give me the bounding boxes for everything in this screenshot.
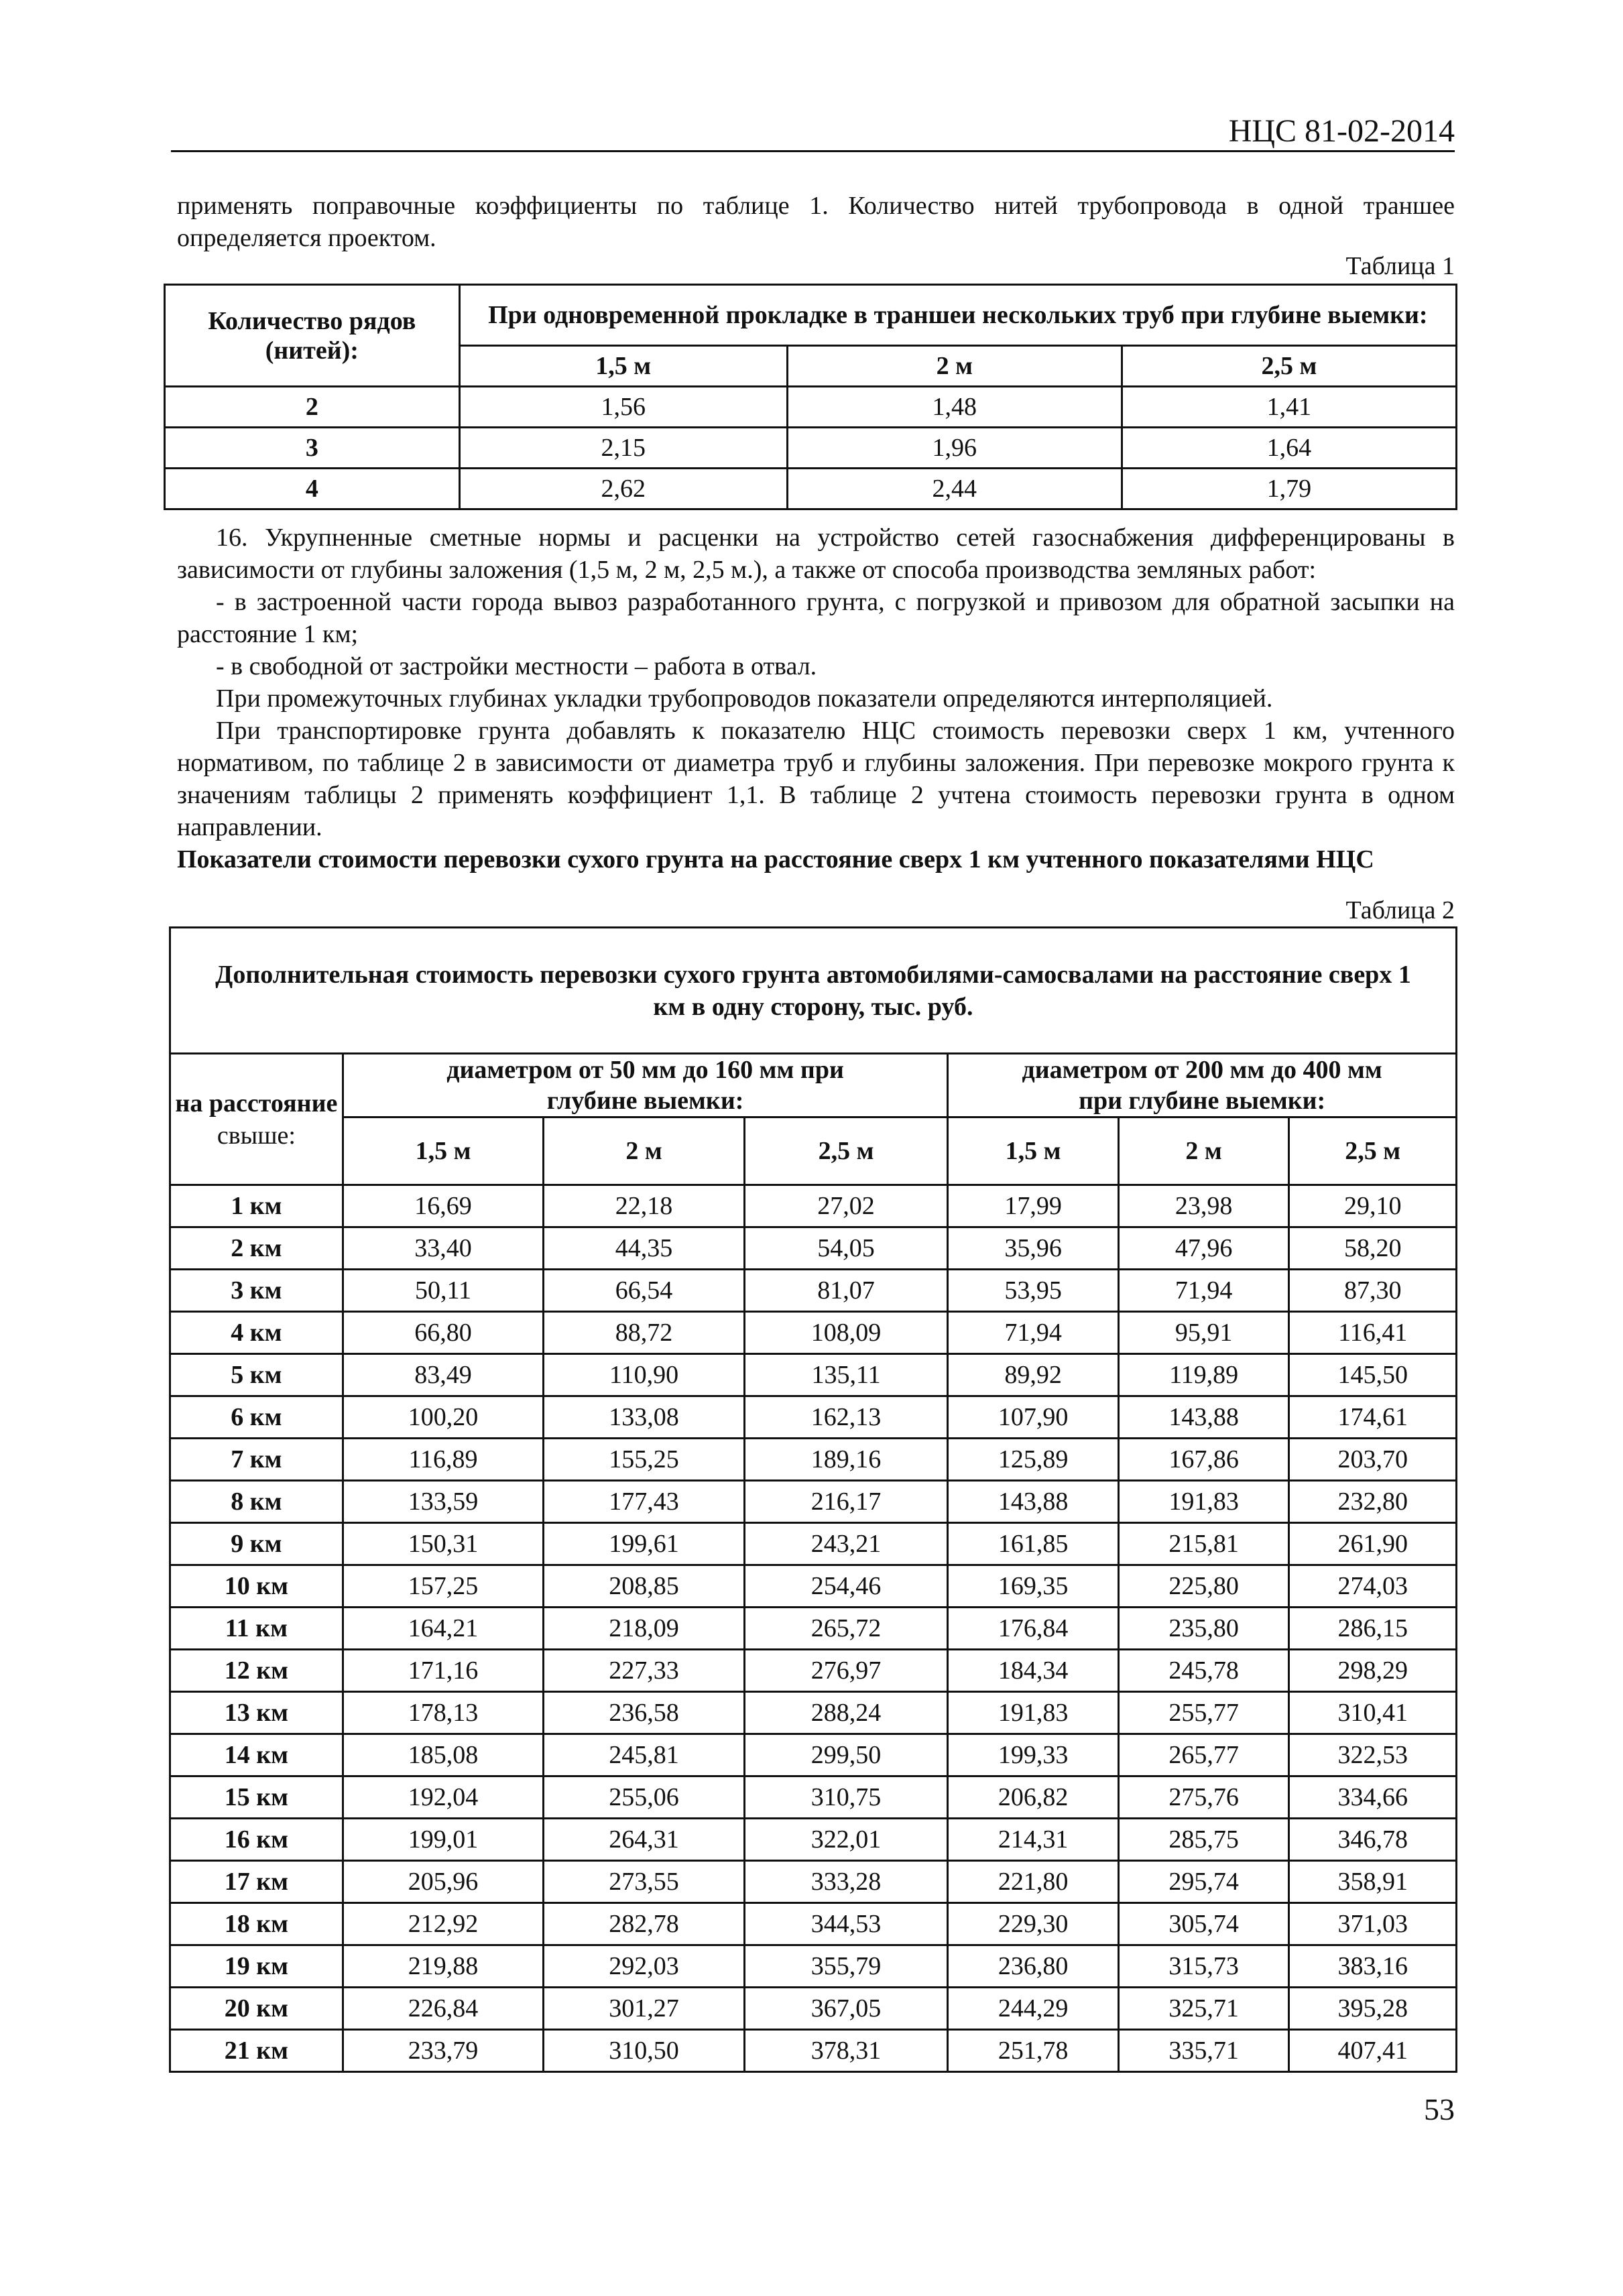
t2-cost-cell: 251,78 xyxy=(948,2030,1119,2072)
t2-cost-cell: 174,61 xyxy=(1289,1396,1457,1439)
t2-distance-cell: 6 км xyxy=(170,1396,343,1439)
t2-distance-cell: 16 км xyxy=(170,1819,343,1861)
t1-coefficient-cell: 1,79 xyxy=(1122,469,1456,509)
t2-cost-cell: 169,35 xyxy=(948,1565,1119,1608)
t2-cost-cell: 299,50 xyxy=(744,1734,948,1776)
t2-cost-cell: 355,79 xyxy=(744,1945,948,1988)
t2-cost-cell: 245,81 xyxy=(544,1734,745,1776)
table-row xyxy=(165,387,1457,428)
t2-distance-cell: 19 км xyxy=(170,1945,343,1988)
t2-cost-cell: 17,99 xyxy=(948,1185,1119,1227)
t2-cost-cell: 191,83 xyxy=(1118,1481,1289,1523)
t2-cost-cell: 143,88 xyxy=(1118,1396,1289,1439)
t2-cost-cell: 310,50 xyxy=(544,2030,745,2072)
t2-cost-cell: 155,25 xyxy=(544,1439,745,1481)
t2-cost-cell: 47,96 xyxy=(1118,1227,1289,1270)
t2-cost-cell: 145,50 xyxy=(1289,1354,1457,1396)
t2-cost-cell: 325,71 xyxy=(1118,1988,1289,2030)
t2-cost-cell: 22,18 xyxy=(544,1185,745,1227)
t2-cost-cell: 298,29 xyxy=(1289,1650,1457,1692)
table-row xyxy=(170,1312,1457,1354)
t2-cost-cell: 44,35 xyxy=(544,1227,745,1270)
t2-distance-header-line2: свыше: xyxy=(217,1121,296,1150)
t2-cost-cell: 162,13 xyxy=(744,1396,948,1439)
t2-distance-cell: 10 км xyxy=(170,1565,343,1608)
table-row xyxy=(165,469,1457,509)
t1-rows-count-cell: 4 xyxy=(165,469,460,509)
t2-cost-cell: 71,94 xyxy=(1118,1270,1289,1312)
t2-cost-cell: 227,33 xyxy=(544,1650,745,1692)
t2-cost-cell: 344,53 xyxy=(744,1903,948,1945)
section16-bullet-1: - в застроенной части города вывоз разработанного грунта, с погрузкой и привозом для обратной засыпки на расстояние 1 км; xyxy=(177,588,1455,648)
t2-cost-cell: 301,27 xyxy=(544,1988,745,2030)
t2-cost-cell: 177,43 xyxy=(544,1481,745,1523)
table-row xyxy=(170,1354,1457,1396)
t2-cost-cell: 216,17 xyxy=(744,1481,948,1523)
t2-cost-cell: 264,31 xyxy=(544,1819,745,1861)
t2-cost-cell: 33,40 xyxy=(343,1227,544,1270)
t1-depth-header: 1,5 м xyxy=(459,346,787,387)
table-row xyxy=(170,1565,1457,1608)
t2-cost-cell: 286,15 xyxy=(1289,1608,1457,1650)
t2-cost-cell: 233,79 xyxy=(343,2030,544,2072)
t2-cost-cell: 23,98 xyxy=(1118,1185,1289,1227)
t2-distance-header-line1: на расстояние xyxy=(175,1089,338,1117)
t2-cost-cell: 143,88 xyxy=(948,1481,1119,1523)
t2-distance-cell: 5 км xyxy=(170,1354,343,1396)
header-rule xyxy=(171,150,1455,152)
t2-distance-cell: 17 км xyxy=(170,1861,343,1903)
t2-cost-cell: 95,91 xyxy=(1118,1312,1289,1354)
t2-cost-cell: 100,20 xyxy=(343,1396,544,1439)
t2-cost-cell: 203,70 xyxy=(1289,1439,1457,1481)
t2-cost-cell: 189,16 xyxy=(744,1439,948,1481)
t2-distance-cell: 13 км xyxy=(170,1692,343,1734)
t2-cost-cell: 157,25 xyxy=(343,1565,544,1608)
t1-coefficient-cell: 2,44 xyxy=(787,469,1122,509)
t2-depth-header: 1,5 м xyxy=(343,1117,544,1185)
t2-cost-cell: 322,01 xyxy=(744,1819,948,1861)
table-row xyxy=(170,1608,1457,1650)
table-row xyxy=(170,1861,1457,1903)
table-row xyxy=(170,2030,1457,2072)
table-row xyxy=(170,1650,1457,1692)
t2-distance-cell: 18 км xyxy=(170,1903,343,1945)
t2-cost-cell: 212,92 xyxy=(343,1903,544,1945)
t2-cost-cell: 232,80 xyxy=(1289,1481,1457,1523)
t2-cost-cell: 236,58 xyxy=(544,1692,745,1734)
t1-coefficient-cell: 1,41 xyxy=(1122,387,1456,428)
table-row xyxy=(165,428,1457,469)
t2-cost-cell: 305,74 xyxy=(1118,1903,1289,1945)
t2-depth-header: 2,5 м xyxy=(1289,1117,1457,1185)
t2-cost-cell: 378,31 xyxy=(744,2030,948,2072)
t2-cost-cell: 310,75 xyxy=(744,1776,948,1819)
t2-cost-cell: 225,80 xyxy=(1118,1565,1289,1608)
t2-cost-cell: 226,84 xyxy=(343,1988,544,2030)
t2-cost-cell: 236,80 xyxy=(948,1945,1119,1988)
intro-paragraph xyxy=(177,190,1455,254)
t2-cost-cell: 315,73 xyxy=(1118,1945,1289,1988)
t2-cost-cell: 371,03 xyxy=(1289,1903,1457,1945)
t2-cost-cell: 206,82 xyxy=(948,1776,1119,1819)
t2-cost-cell: 184,34 xyxy=(948,1650,1119,1692)
t2-cost-cell: 27,02 xyxy=(744,1185,948,1227)
t2-cost-cell: 282,78 xyxy=(544,1903,745,1945)
t2-cost-cell: 221,80 xyxy=(948,1861,1119,1903)
t2-group-1: диаметром от 50 мм до 160 мм при глубине выемки: xyxy=(343,1054,948,1117)
t2-cost-cell: 255,77 xyxy=(1118,1692,1289,1734)
t2-cost-cell: 133,08 xyxy=(544,1396,745,1439)
table-row xyxy=(170,1523,1457,1565)
table-row xyxy=(170,1819,1457,1861)
t2-cost-cell: 295,74 xyxy=(1118,1861,1289,1903)
section16-bullet-2: - в свободной от застройки местности – работа в отвал. xyxy=(216,652,817,680)
t2-cost-cell: 346,78 xyxy=(1289,1819,1457,1861)
t2-cost-cell: 191,83 xyxy=(948,1692,1119,1734)
t2-cost-cell: 164,21 xyxy=(343,1608,544,1650)
t1-depth-header: 2 м xyxy=(787,346,1122,387)
t2-cost-cell: 185,08 xyxy=(343,1734,544,1776)
t1-group-header: При одновременной прокладке в траншеи нескольких труб при глубине выемки: xyxy=(459,285,1456,346)
table-row xyxy=(170,1692,1457,1734)
intro-text: применять поправочные коэффициенты по таблице 1. Количество нитей трубопровода в одной траншее определяется проектом. xyxy=(177,192,1455,252)
t2-cost-cell: 285,75 xyxy=(1118,1819,1289,1861)
t2-cost-cell: 133,59 xyxy=(343,1481,544,1523)
t2-cost-cell: 243,21 xyxy=(744,1523,948,1565)
t2-distance-cell: 12 км xyxy=(170,1650,343,1692)
t2-distance-cell: 4 км xyxy=(170,1312,343,1354)
t2-cost-cell: 50,11 xyxy=(343,1270,544,1312)
t2-cost-cell: 265,72 xyxy=(744,1608,948,1650)
t2-cost-cell: 167,86 xyxy=(1118,1439,1289,1481)
table-row xyxy=(170,1227,1457,1270)
t2-cost-cell: 358,91 xyxy=(1289,1861,1457,1903)
t2-cost-cell: 215,81 xyxy=(1118,1523,1289,1565)
t2-cost-cell: 395,28 xyxy=(1289,1988,1457,2030)
t2-distance-cell: 9 км xyxy=(170,1523,343,1565)
t2-cost-cell: 135,11 xyxy=(744,1354,948,1396)
t1-coefficient-cell: 1,56 xyxy=(459,387,787,428)
t1-coefficient-cell: 2,62 xyxy=(459,469,787,509)
table1-caption: Таблица 1 xyxy=(1345,252,1455,280)
t2-cost-cell: 244,29 xyxy=(948,1988,1119,2030)
table-row xyxy=(170,1988,1457,2030)
table-row xyxy=(170,1776,1457,1819)
table-1 xyxy=(164,284,1457,510)
t2-distance-cell: 3 км xyxy=(170,1270,343,1312)
section16-interpolation: При промежуточных глубинах укладки трубопроводов показатели определяются интерполяцией. xyxy=(216,684,1273,713)
t2-cost-cell: 178,13 xyxy=(343,1692,544,1734)
t2-cost-cell: 273,55 xyxy=(544,1861,745,1903)
t2-cost-cell: 261,90 xyxy=(1289,1523,1457,1565)
table-row xyxy=(170,1903,1457,1945)
t2-cost-cell: 274,03 xyxy=(1289,1565,1457,1608)
t2-distance-cell: 1 км xyxy=(170,1185,343,1227)
t1-row-header: Количество рядов (нитей): xyxy=(165,285,460,387)
t2-cost-cell: 29,10 xyxy=(1289,1185,1457,1227)
t1-depth-header: 2,5 м xyxy=(1122,346,1456,387)
t2-depth-header: 2 м xyxy=(544,1117,745,1185)
t2-cost-cell: 205,96 xyxy=(343,1861,544,1903)
t2-cost-cell: 367,05 xyxy=(744,1988,948,2030)
t2-cost-cell: 255,06 xyxy=(544,1776,745,1819)
table2-caption: Таблица 2 xyxy=(1345,896,1455,924)
t2-cost-cell: 322,53 xyxy=(1289,1734,1457,1776)
t2-cost-cell: 116,41 xyxy=(1289,1312,1457,1354)
t2-cost-cell: 125,89 xyxy=(948,1439,1119,1481)
t2-cost-cell: 192,04 xyxy=(343,1776,544,1819)
t2-cost-cell: 265,77 xyxy=(1118,1734,1289,1776)
t1-coefficient-cell: 1,64 xyxy=(1122,428,1456,469)
t1-rows-count-cell: 3 xyxy=(165,428,460,469)
t2-cost-cell: 333,28 xyxy=(744,1861,948,1903)
t2-distance-cell: 8 км xyxy=(170,1481,343,1523)
t2-group-2: диаметром от 200 мм до 400 мм при глубине выемки: xyxy=(948,1054,1457,1117)
t2-cost-cell: 58,20 xyxy=(1289,1227,1457,1270)
t2-distance-header xyxy=(170,1054,343,1185)
table-row xyxy=(170,1396,1457,1439)
t2-cost-cell: 81,07 xyxy=(744,1270,948,1312)
table-row xyxy=(170,1481,1457,1523)
table-row xyxy=(170,1185,1457,1227)
t1-rows-count-cell: 2 xyxy=(165,387,460,428)
t2-distance-cell: 2 км xyxy=(170,1227,343,1270)
t2-cost-cell: 66,80 xyxy=(343,1312,544,1354)
t2-cost-cell: 218,09 xyxy=(544,1608,745,1650)
t2-cost-cell: 161,85 xyxy=(948,1523,1119,1565)
t2-cost-cell: 199,33 xyxy=(948,1734,1119,1776)
t2-distance-cell: 11 км xyxy=(170,1608,343,1650)
t2-cost-cell: 35,96 xyxy=(948,1227,1119,1270)
t2-cost-cell: 292,03 xyxy=(544,1945,745,1988)
t2-cost-cell: 83,49 xyxy=(343,1354,544,1396)
t2-cost-cell: 108,09 xyxy=(744,1312,948,1354)
t2-cost-cell: 107,90 xyxy=(948,1396,1119,1439)
t2-cost-cell: 235,80 xyxy=(1118,1608,1289,1650)
section-16 xyxy=(177,522,1455,875)
t2-depth-header: 2 м xyxy=(1118,1117,1289,1185)
t1-coefficient-cell: 1,48 xyxy=(787,387,1122,428)
t2-cost-cell: 110,90 xyxy=(544,1354,745,1396)
table-row xyxy=(170,1439,1457,1481)
t2-cost-cell: 288,24 xyxy=(744,1692,948,1734)
t2-depth-header: 2,5 м xyxy=(744,1117,948,1185)
t2-cost-cell: 54,05 xyxy=(744,1227,948,1270)
t2-cost-cell: 334,66 xyxy=(1289,1776,1457,1819)
t2-cost-cell: 87,30 xyxy=(1289,1270,1457,1312)
t2-cost-cell: 214,31 xyxy=(948,1819,1119,1861)
t2-cost-cell: 383,16 xyxy=(1289,1945,1457,1988)
t2-cost-cell: 335,71 xyxy=(1118,2030,1289,2072)
t2-cost-cell: 89,92 xyxy=(948,1354,1119,1396)
t2-distance-cell: 21 км xyxy=(170,2030,343,2072)
t2-cost-cell: 219,88 xyxy=(343,1945,544,1988)
t2-cost-cell: 66,54 xyxy=(544,1270,745,1312)
t2-cost-cell: 254,46 xyxy=(744,1565,948,1608)
table-row xyxy=(170,1945,1457,1988)
t2-cost-cell: 150,31 xyxy=(343,1523,544,1565)
t2-cost-cell: 310,41 xyxy=(1289,1692,1457,1734)
t2-cost-cell: 16,69 xyxy=(343,1185,544,1227)
t2-cost-cell: 229,30 xyxy=(948,1903,1119,1945)
t1-coefficient-cell: 1,96 xyxy=(787,428,1122,469)
table-row xyxy=(170,1270,1457,1312)
t2-cost-cell: 199,01 xyxy=(343,1819,544,1861)
t2-title: Дополнительная стоимость перевозки сухого грунта автомобилями-самосвалами на расстояние сверх 1 км в одну сторону, тыс. руб. xyxy=(170,928,1457,1054)
page-number: 53 xyxy=(1424,2092,1455,2126)
table-row xyxy=(170,1734,1457,1776)
t2-distance-cell: 7 км xyxy=(170,1439,343,1481)
t2-cost-cell: 88,72 xyxy=(544,1312,745,1354)
t2-cost-cell: 245,78 xyxy=(1118,1650,1289,1692)
t2-cost-cell: 116,89 xyxy=(343,1439,544,1481)
t2-cost-cell: 71,94 xyxy=(948,1312,1119,1354)
t2-cost-cell: 276,97 xyxy=(744,1650,948,1692)
t2-cost-cell: 171,16 xyxy=(343,1650,544,1692)
table-2 xyxy=(169,926,1457,2073)
t2-cost-cell: 199,61 xyxy=(544,1523,745,1565)
t2-depth-header: 1,5 м xyxy=(948,1117,1119,1185)
t2-distance-cell: 20 км xyxy=(170,1988,343,2030)
section16-transport: При транспортировке грунта добавлять к показателю НЦС стоимость перевозки сверх 1 км, учтенного нормативом, по таблице 2 в зависимости от диаметра труб и глубины заложения. При перевозке мокрого грунта к значениям таблицы 2 применять коэффициент 1,1. В таблице 2 учтена стоимость перевозки грунта в одном направлении. xyxy=(177,717,1455,841)
section16-intro: 16. Укрупненные сметные нормы и расценки на устройство сетей газоснабжения дифференцированы в зависимости от глубины заложения (1,5 м, 2 м, 2,5 м.), а также от способа производства земляных работ: xyxy=(177,524,1455,584)
t2-distance-cell: 14 км xyxy=(170,1734,343,1776)
t2-cost-cell: 176,84 xyxy=(948,1608,1119,1650)
section16-heading: Показатели стоимости перевозки сухого грунта на расстояние сверх 1 км учтенного показателями НЦС xyxy=(177,845,1374,873)
t2-cost-cell: 119,89 xyxy=(1118,1354,1289,1396)
t2-distance-cell: 15 км xyxy=(170,1776,343,1819)
document-code: НЦС 81-02-2014 xyxy=(1228,113,1455,149)
t2-cost-cell: 208,85 xyxy=(544,1565,745,1608)
t1-coefficient-cell: 2,15 xyxy=(459,428,787,469)
t2-cost-cell: 407,41 xyxy=(1289,2030,1457,2072)
t2-cost-cell: 275,76 xyxy=(1118,1776,1289,1819)
t2-cost-cell: 53,95 xyxy=(948,1270,1119,1312)
